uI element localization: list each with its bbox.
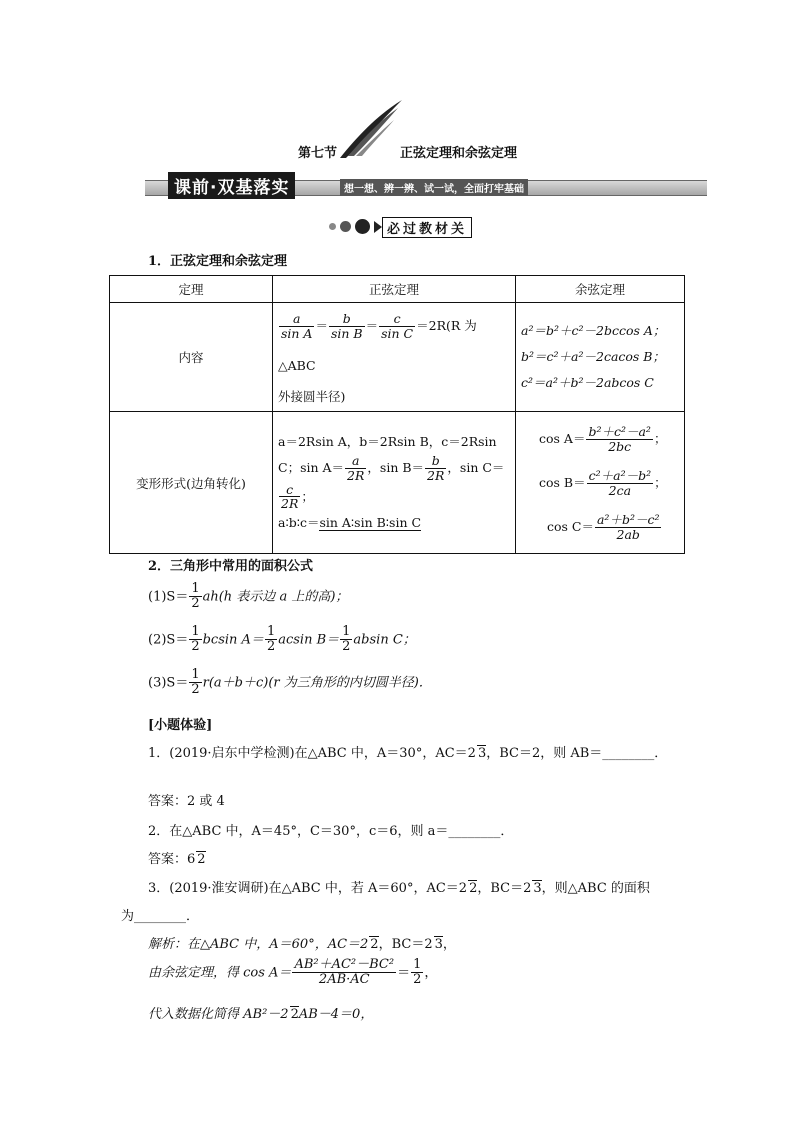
table-header-cell: 正弦定理 <box>273 276 516 303</box>
solution-line-1: 解析：在△ABC 中，A＝60°，AC＝2 2，BC＝2 3， <box>148 937 456 952</box>
answer-2: 答案：6 2 <box>148 852 206 867</box>
banner-main-title: 课前·双基落实 <box>168 172 295 199</box>
sine-law-transform: a＝2Rsin A，b＝2Rsin B，c＝2Rsin C；sin A＝ $\frac{a}{2R}$ ，sin B＝ $\frac{b}{2R}$ ，sin C＝ $\frac{c}{2R}$ ； a∶b∶c＝sin A∶sin B∶sin C <box>273 412 516 554</box>
question-3-line-2: 为________． <box>121 909 200 924</box>
row-label-transform: 变形形式(边角转化) <box>110 412 273 554</box>
solution-line-3: 代入数据化简得 AB²－2 2AB－4＝0， <box>148 1007 374 1022</box>
sine-law-content: $\frac{a}{\text{sin A}}$ ＝ $\frac{b}{\text{sin B}}$ ＝ $\frac{c}{\text{sin C}}$ ＝2R(R 为△ABC 外接圆半径) <box>273 303 516 412</box>
section-2-heading: 2．三角形中常用的面积公式 <box>148 559 314 574</box>
table-row-content <box>110 303 685 412</box>
row-label-content: 内容 <box>110 303 273 412</box>
table-row-transform <box>110 412 685 554</box>
banner-subtitle: 想一想、辨一辨、试一试，全面打牢基础 <box>340 179 528 196</box>
area-formula-1: (1)S＝ $\frac{1}{2}$ ah(h 表示边 a 上的高)； <box>148 581 349 612</box>
cosine-law-transform: cos A＝ $\frac{\text{b²＋c²－a²}}{2bc}$ ； cos B＝ $\frac{\text{c²＋a²－b²}}{2ca}$ ； cos C＝ $\frac{\text{a²＋b²－c²}}{2ab}$ <box>516 412 685 554</box>
question-1: 1．(2019·启东中学检测)在△ABC 中，A＝30°，AC＝2 3，BC＝2，则 AB＝________． <box>148 746 668 761</box>
table-header-cell: 定理 <box>110 276 273 303</box>
swoosh-logo-icon <box>338 98 404 160</box>
section-number: 第七节 <box>298 146 338 161</box>
badge-dots-icon <box>329 219 382 234</box>
cosine-law-content: a²＝b²＋c²－2bccos A； b²＝c²＋a²－2cacos B； c²＝a²＋b²－2abcos C <box>516 303 685 412</box>
section-title: 正弦定理和余弦定理 <box>400 146 518 161</box>
answer-1: 答案：2 或 4 <box>148 794 225 809</box>
practice-label: [小题体验] <box>148 718 213 733</box>
question-3: 3．(2019·淮安调研)在△ABC 中，若 A＝60°，AC＝2 2，BC＝2 3，则△ABC 的面积 <box>148 881 650 896</box>
table-header-cell: 余弦定理 <box>516 276 685 303</box>
theorem-table <box>109 275 685 554</box>
area-formula-2: (2)S＝ $\frac{1}{2}$ bcsin A＝ $\frac{1}{2}$ acsin B＝ $\frac{1}{2}$ absin C； <box>148 624 416 655</box>
table-header-row <box>110 276 685 303</box>
solution-line-2: 由余弦定理，得 cos A＝ $\frac{\text{AB²＋AC²－BC²}}{2AB\cdot AC}$ ＝ $\frac{1}{2}$ ， <box>148 957 438 988</box>
badge-label: 必过教材关 <box>382 217 472 238</box>
question-2: 2．在△ABC 中，A＝45°，C＝30°，c＝6，则 a＝________． <box>148 824 514 839</box>
section-1-heading: 1．正弦定理和余弦定理 <box>148 254 288 269</box>
area-formula-3: (3)S＝ $\frac{1}{2}$ r(a＋b＋c)(r 为三角形的内切圆半径)． <box>148 667 432 698</box>
